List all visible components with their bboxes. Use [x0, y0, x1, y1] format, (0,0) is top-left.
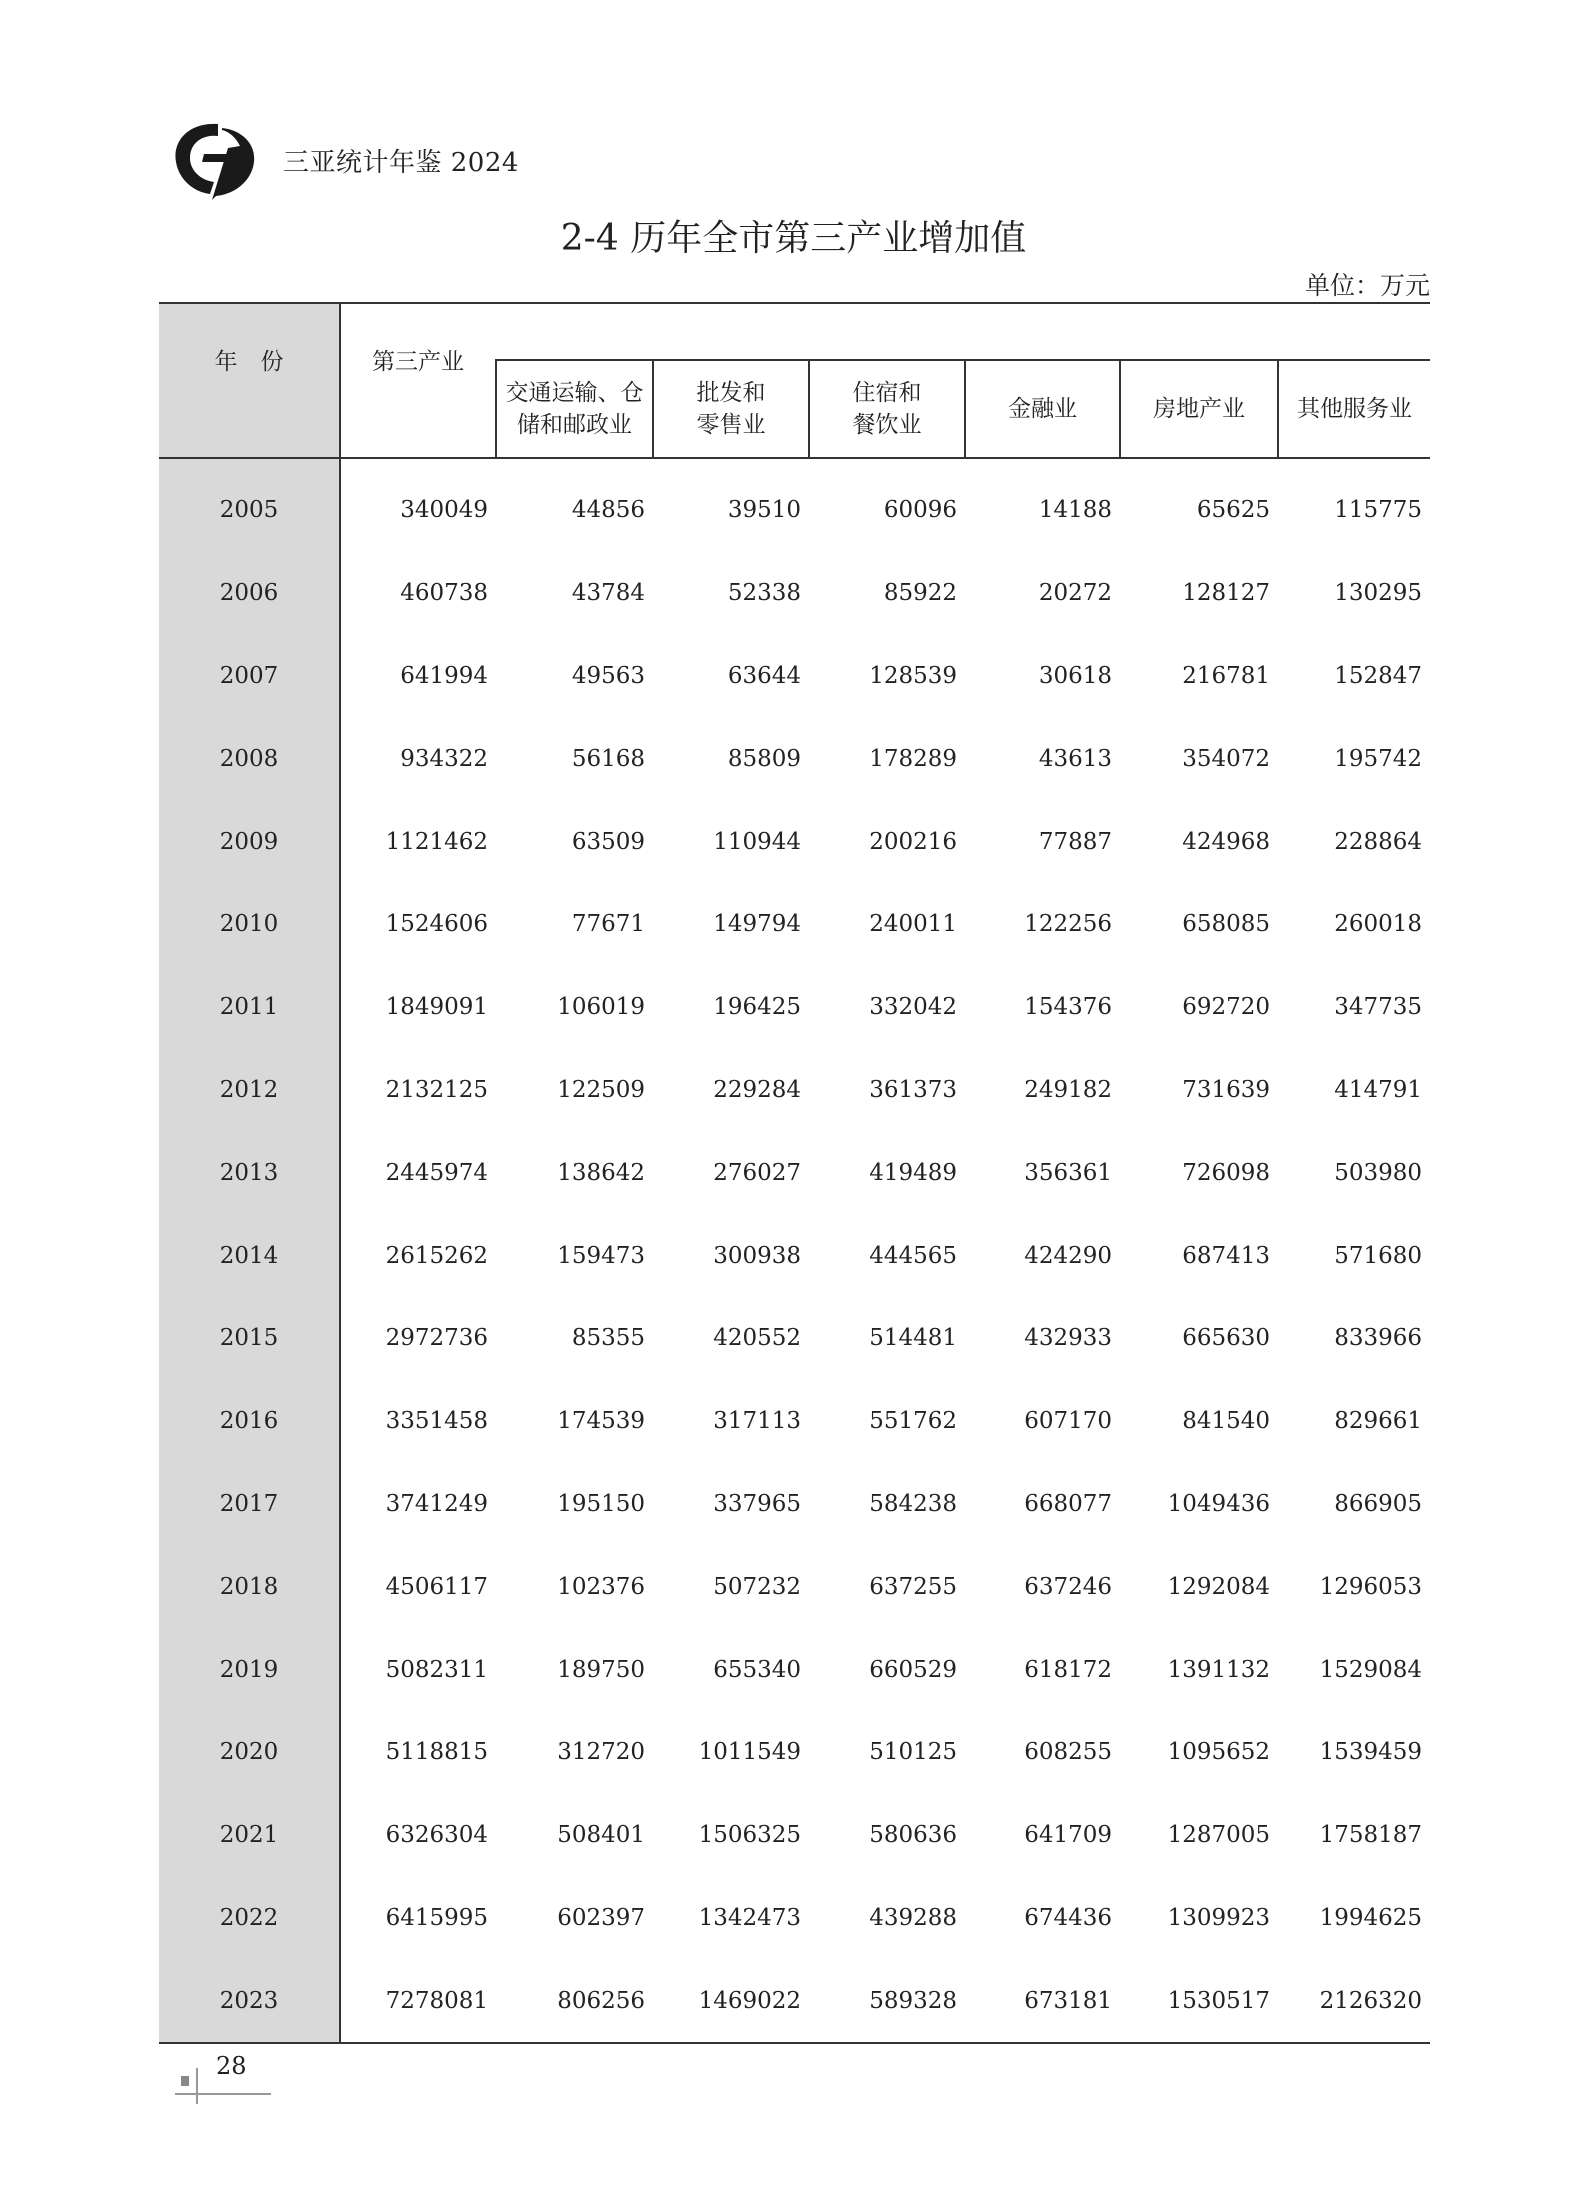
year-cell: 2016 [159, 1380, 340, 1463]
value-cell: 337965 [713, 1490, 801, 1517]
value-cell: 1049436 [1167, 1490, 1270, 1517]
value-cell: 1296053 [1319, 1573, 1422, 1600]
table-row [159, 1297, 1430, 1380]
table-row [159, 1380, 1430, 1463]
value-cell: 130295 [1334, 580, 1422, 607]
year-cell: 2020 [159, 1711, 340, 1794]
value-cell: 3741249 [385, 1490, 488, 1517]
value-cell: 551762 [869, 1408, 957, 1435]
table-row [159, 1463, 1430, 1546]
value-cell: 833966 [1334, 1325, 1422, 1352]
value-cell: 178289 [869, 745, 957, 772]
value-cell: 4506117 [385, 1573, 488, 1600]
value-cell: 514481 [869, 1325, 957, 1352]
value-cell: 589328 [809, 1959, 965, 2043]
value-cell: 30618 [1038, 662, 1112, 689]
value-cell: 637246 [1024, 1573, 1112, 1600]
table-row [159, 1711, 1430, 1794]
value-cell: 1994625 [1319, 1904, 1422, 1931]
value-cell: 128539 [869, 662, 957, 689]
value-cell: 726098 [1182, 1159, 1270, 1186]
value-cell: 14188 [1038, 497, 1112, 524]
value-cell: 5082311 [385, 1656, 488, 1683]
table-row [159, 800, 1430, 883]
table-row [159, 966, 1430, 1049]
value-cell: 249182 [1024, 1076, 1112, 1103]
value-cell: 1391132 [1167, 1656, 1270, 1683]
value-cell: 637255 [869, 1573, 957, 1600]
year-cell: 2009 [159, 800, 340, 883]
value-cell: 43784 [571, 580, 645, 607]
value-cell: 658085 [1182, 911, 1270, 938]
value-cell: 674436 [1024, 1904, 1112, 1931]
value-cell: 420552 [713, 1325, 801, 1352]
value-cell: 444565 [869, 1242, 957, 1269]
value-cell: 229284 [713, 1076, 801, 1103]
value-cell: 1342473 [698, 1904, 801, 1931]
value-cell: 60096 [883, 497, 957, 524]
value-cell: 829661 [1334, 1408, 1422, 1435]
header-line: 其他服务业 [1297, 396, 1412, 423]
value-cell: 196425 [713, 994, 801, 1021]
value-cell: 432933 [1024, 1325, 1112, 1352]
value-cell: 39510 [727, 497, 801, 524]
value-cell: 347735 [1334, 994, 1422, 1021]
value-cell: 439288 [869, 1904, 957, 1931]
value-cell: 687413 [1182, 1242, 1270, 1269]
value-cell: 85809 [727, 745, 801, 772]
value-cell: 106019 [557, 994, 645, 1021]
value-cell: 510125 [869, 1739, 957, 1766]
value-cell: 300938 [713, 1242, 801, 1269]
value-cell: 584238 [869, 1490, 957, 1517]
value-cell: 149794 [713, 911, 801, 938]
sub-column-header [1120, 360, 1278, 458]
value-cell: 424968 [1182, 828, 1270, 855]
value-cell: 866905 [1334, 1490, 1422, 1517]
value-cell: 43613 [1038, 745, 1112, 772]
value-cell: 3351458 [385, 1408, 488, 1435]
year-cell: 2013 [159, 1131, 340, 1214]
tertiary-industry-table [159, 302, 1430, 2044]
value-cell: 154376 [1024, 994, 1112, 1021]
value-cell: 122509 [557, 1076, 645, 1103]
value-cell: 7278081 [340, 1959, 496, 2043]
table-row [159, 1214, 1430, 1297]
value-cell: 508401 [557, 1822, 645, 1849]
value-cell: 665630 [1182, 1325, 1270, 1352]
yearbook-logo-icon [170, 118, 260, 200]
value-cell: 159473 [557, 1242, 645, 1269]
value-cell: 5118815 [385, 1739, 488, 1766]
page-number: 28 [216, 2052, 247, 2080]
value-cell: 240011 [869, 911, 957, 938]
value-cell: 276027 [713, 1159, 801, 1186]
value-cell: 1309923 [1167, 1904, 1270, 1931]
value-cell: 608255 [1024, 1739, 1112, 1766]
value-cell: 1011549 [698, 1739, 801, 1766]
table-row [159, 1545, 1430, 1628]
sub-column-header [496, 360, 653, 458]
value-cell: 424290 [1024, 1242, 1112, 1269]
value-cell: 1469022 [653, 1959, 809, 2043]
value-cell: 1287005 [1167, 1822, 1270, 1849]
value-cell: 1529084 [1319, 1656, 1422, 1683]
value-cell: 2132125 [385, 1076, 488, 1103]
sub-column-header [809, 360, 965, 458]
table-row [159, 635, 1430, 718]
value-cell: 580636 [869, 1822, 957, 1849]
value-cell: 641994 [400, 662, 488, 689]
value-cell: 189750 [557, 1656, 645, 1683]
value-cell: 152847 [1334, 662, 1422, 689]
value-cell: 673181 [965, 1959, 1120, 2043]
year-cell: 2017 [159, 1463, 340, 1546]
table-row [159, 1131, 1430, 1214]
value-cell: 200216 [869, 828, 957, 855]
sub-column-header [653, 360, 809, 458]
value-cell: 1849091 [385, 994, 488, 1021]
value-cell: 174539 [557, 1408, 645, 1435]
header-line: 住宿和 [852, 380, 922, 407]
table-row [159, 1049, 1430, 1132]
value-cell: 65625 [1196, 497, 1270, 524]
value-cell: 260018 [1334, 911, 1422, 938]
value-cell: 340049 [400, 497, 488, 524]
value-cell: 1539459 [1319, 1739, 1422, 1766]
table-row [159, 717, 1430, 800]
value-cell: 128127 [1182, 580, 1270, 607]
unit-label: 单位：万元 [1304, 271, 1430, 300]
value-cell: 1292084 [1167, 1573, 1270, 1600]
value-cell: 361373 [869, 1076, 957, 1103]
value-cell: 63509 [571, 828, 645, 855]
sub-column-header [965, 360, 1120, 458]
value-cell: 806256 [496, 1959, 653, 2043]
header-line: 金融业 [1008, 396, 1077, 423]
year-cell: 2014 [159, 1214, 340, 1297]
value-cell: 195150 [557, 1490, 645, 1517]
value-cell: 49563 [571, 662, 645, 689]
value-cell: 312720 [557, 1739, 645, 1766]
value-cell: 216781 [1182, 662, 1270, 689]
value-cell: 419489 [869, 1159, 957, 1186]
value-cell: 56168 [571, 745, 645, 772]
header-line: 房地产业 [1153, 396, 1245, 423]
value-cell: 77671 [571, 911, 645, 938]
value-cell: 618172 [1024, 1656, 1112, 1683]
value-cell: 85922 [883, 580, 957, 607]
value-cell: 503980 [1334, 1159, 1422, 1186]
header-line: 交通运输、仓 [505, 380, 644, 407]
running-title: 三亚统计年鉴 2024 [283, 148, 519, 178]
year-cell: 2022 [159, 1877, 340, 1960]
table-row [159, 1628, 1430, 1711]
value-cell: 1530517 [1120, 1959, 1278, 2043]
header-line: 餐饮业 [852, 412, 922, 439]
value-cell: 460738 [400, 580, 488, 607]
year-cell: 2019 [159, 1628, 340, 1711]
value-cell: 507232 [713, 1573, 801, 1600]
year-cell: 2007 [159, 635, 340, 718]
value-cell: 731639 [1182, 1076, 1270, 1103]
value-cell: 356361 [1024, 1159, 1112, 1186]
sub-column-header [1278, 360, 1430, 458]
value-cell: 1758187 [1319, 1822, 1422, 1849]
value-cell: 841540 [1182, 1408, 1270, 1435]
value-cell: 85355 [571, 1325, 645, 1352]
value-cell: 138642 [557, 1159, 645, 1186]
value-cell: 1506325 [698, 1822, 801, 1849]
value-cell: 2972736 [385, 1325, 488, 1352]
value-cell: 1121462 [385, 828, 488, 855]
value-cell: 414791 [1334, 1076, 1422, 1103]
year-cell: 2008 [159, 717, 340, 800]
year-cell: 2005 [159, 458, 340, 552]
header-line: 零售业 [696, 412, 766, 439]
value-cell: 2615262 [385, 1242, 488, 1269]
value-cell: 1524606 [385, 911, 488, 938]
table-row [159, 1877, 1430, 1960]
value-cell: 44856 [571, 497, 645, 524]
table-row [159, 458, 1430, 552]
value-cell: 6415995 [385, 1904, 488, 1931]
value-cell: 102376 [557, 1573, 645, 1600]
year-cell: 2012 [159, 1049, 340, 1132]
value-cell: 110944 [713, 828, 801, 855]
value-cell: 195742 [1334, 745, 1422, 772]
value-cell: 122256 [1024, 911, 1112, 938]
year-cell: 2010 [159, 883, 340, 966]
year-cell: 2011 [159, 966, 340, 1049]
header-line: 储和邮政业 [517, 412, 632, 439]
value-cell: 317113 [713, 1408, 801, 1435]
value-cell: 52338 [727, 580, 801, 607]
value-cell: 2126320 [1278, 1959, 1430, 2043]
value-cell: 332042 [869, 994, 957, 1021]
year-column-header: 年 份 [159, 303, 340, 458]
value-cell: 668077 [1024, 1490, 1112, 1517]
value-cell: 228864 [1334, 828, 1422, 855]
value-cell: 641709 [1024, 1822, 1112, 1849]
value-cell: 607170 [1024, 1408, 1112, 1435]
value-cell: 655340 [713, 1656, 801, 1683]
value-cell: 2445974 [385, 1159, 488, 1186]
value-cell: 934322 [400, 745, 488, 772]
tertiary-column-header: 第三产业 [340, 303, 496, 458]
year-cell: 2023 [159, 1959, 340, 2043]
value-cell: 1095652 [1167, 1739, 1270, 1766]
table-row [159, 883, 1430, 966]
value-cell: 354072 [1182, 745, 1270, 772]
value-cell: 63644 [727, 662, 801, 689]
value-cell: 571680 [1334, 1242, 1422, 1269]
table-title: 2-4 历年全市第三产业增加值 [560, 218, 1027, 259]
value-cell: 20272 [1038, 580, 1112, 607]
value-cell: 115775 [1334, 497, 1422, 524]
year-cell: 2015 [159, 1297, 340, 1380]
header-line: 批发和 [696, 380, 766, 407]
value-cell: 692720 [1182, 994, 1270, 1021]
value-cell: 6326304 [385, 1822, 488, 1849]
value-cell: 660529 [869, 1656, 957, 1683]
table-row [159, 552, 1430, 635]
value-cell: 602397 [557, 1904, 645, 1931]
value-cell: 77887 [1038, 828, 1112, 855]
table-row [159, 1794, 1430, 1877]
year-cell: 2018 [159, 1545, 340, 1628]
table-row [159, 1959, 1430, 2043]
year-cell: 2006 [159, 552, 340, 635]
year-cell: 2021 [159, 1794, 340, 1877]
